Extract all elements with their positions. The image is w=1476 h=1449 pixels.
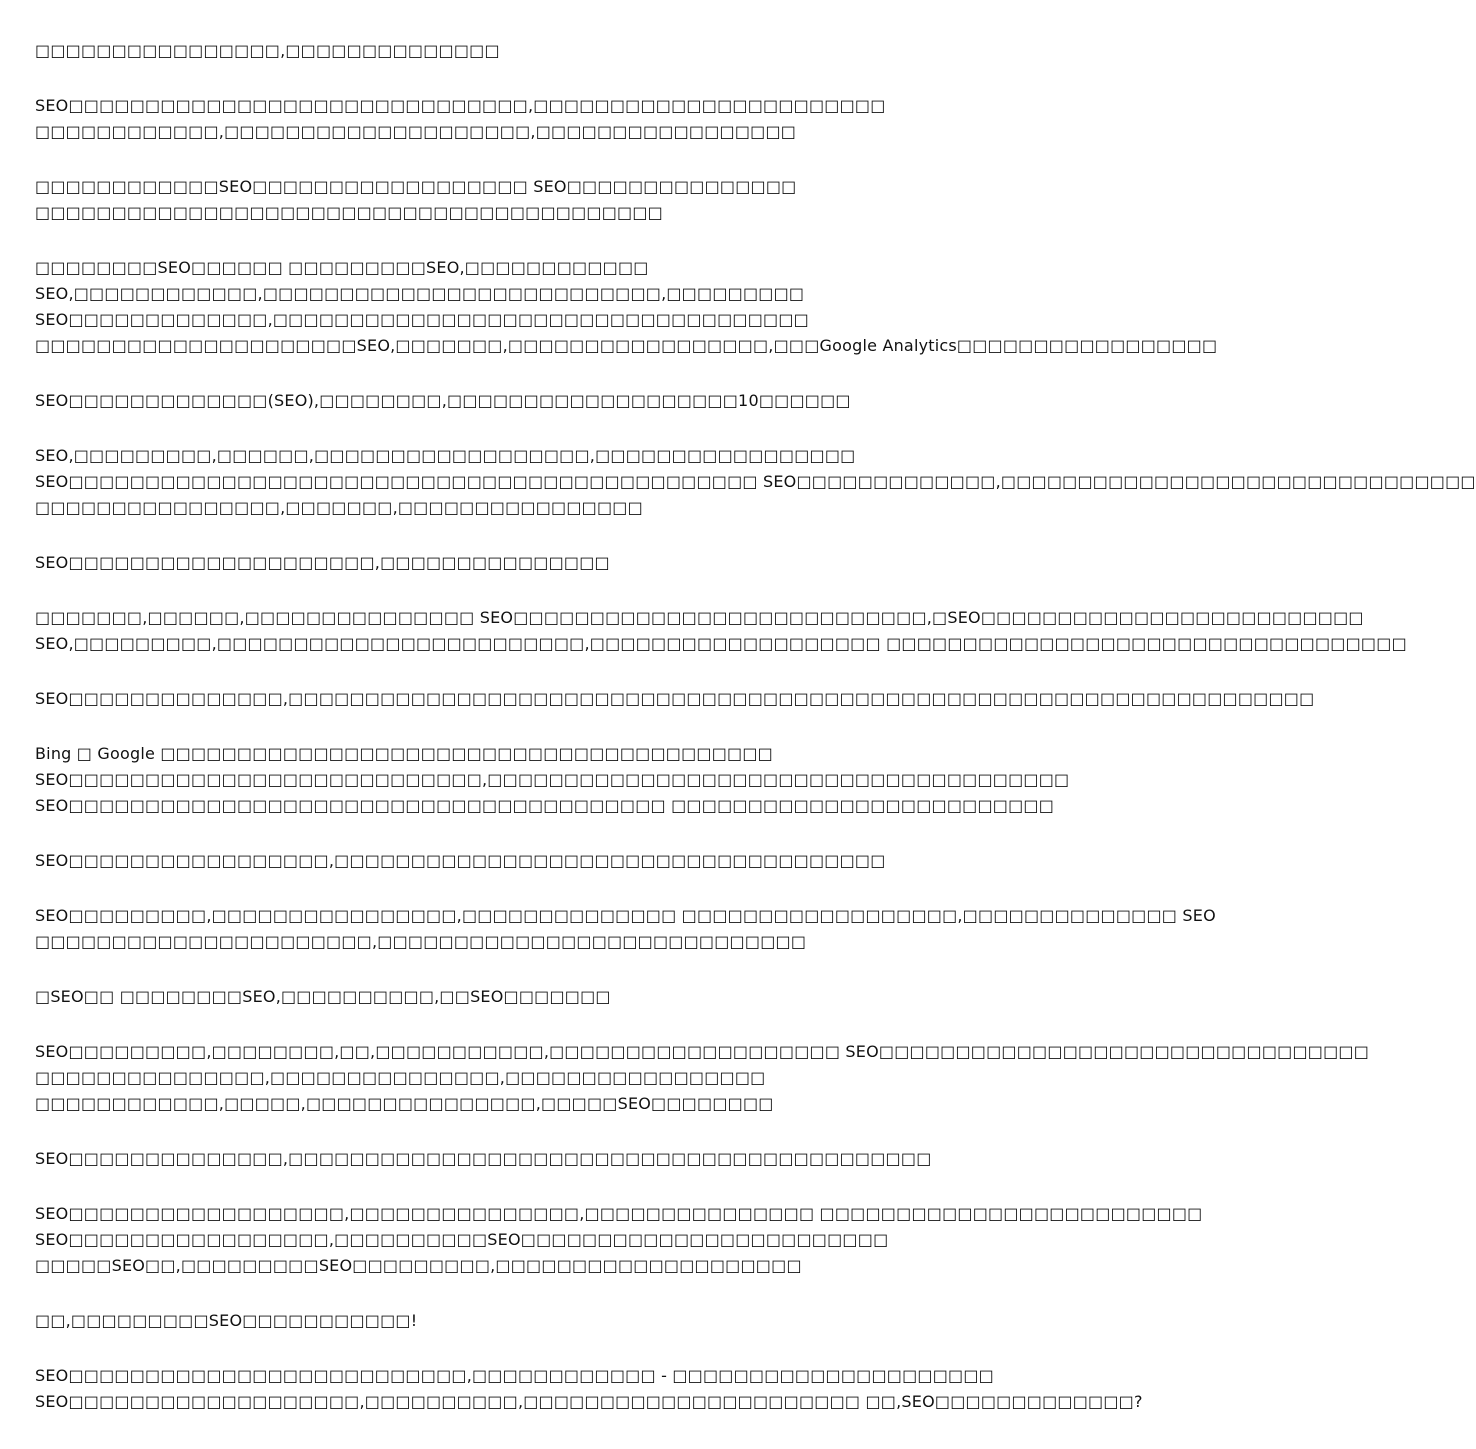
text-line: □□□□□□□□□□□□□□□□□□□□□□,□□□□□□□□□□□□□□□□□□□□□□□□□□□□ (35, 932, 807, 951)
text-line: SEO□□□□□□□□□□□□□□□□□□□□□□□□□□□,□□□□□□□□□□□□□□□□□□□□□□□□□□□□□□□□□□□□□□ (35, 770, 1070, 789)
text-line: SEO□□□□□□□□□□□□□□□□□□□□□□□□□□□□□□□□□□□□□□□□□□□□□ SEO□□□□□□□□□□□□□,□□□□□□□□□□□□□□□□□□□□□□□□□□□□□□□ (35, 472, 1476, 491)
paragraph (35, 605, 1407, 657)
text-line: □□□□□□□□□□□□□□□□□□□□□□□□□□□□□□□□□□□□□□□□□ (35, 203, 664, 222)
text-line: Bing □ Google □□□□□□□□□□□□□□□□□□□□□□□□□□□□□□□□□□□□□□□□ (35, 744, 774, 763)
text-line: SEO□□□□□□□□□□□□□(SEO),□□□□□□□□,□□□□□□□□□□□□□□□□□□□10□□□□□□ (35, 391, 851, 410)
text-line: □□□□□SEO□□,□□□□□□□□□SEO□□□□□□□□□,□□□□□□□□□□□□□□□□□□□□ (35, 1256, 802, 1275)
text-line: SEO□□□□□□□□□□□□□□□□□□□□□□□□□□,□□□□□□□□□□□□ - □□□□□□□□□□□□□□□□□□□□□ (35, 1366, 995, 1385)
paragraph (35, 38, 995, 64)
text-line: SEO,□□□□□□□□□,□□□□□□,□□□□□□□□□□□□□□□□□□,□□□□□□□□□□□□□□□□□ (35, 446, 856, 465)
paragraph (35, 1308, 995, 1334)
paragraph (35, 1201, 1203, 1279)
paragraph (35, 686, 1315, 712)
paragraph (35, 443, 1476, 521)
paragraph (35, 1039, 1370, 1117)
paragraph (35, 741, 1070, 819)
text-line: □□□□□□□□□□□□□□□□,□□□□□□□,□□□□□□□□□□□□□□□□ (35, 498, 643, 517)
text-line: SEO□□□□□□□□□□□□□□□□□,□□□□□□□□□□□□□□□□□□□□□□□□□□□□□□□□□□□□ (35, 851, 886, 870)
text-line: □SEO□□ □□□□□□□□SEO,□□□□□□□□□□,□□SEO□□□□□□□ (35, 987, 611, 1006)
text-line: SEO□□□□□□□□□□□□□□□□□□□□,□□□□□□□□□□□□□□□ (35, 553, 610, 572)
paragraph (35, 848, 995, 874)
text-line: SEO□□□□□□□□□□□□□□□□□□□,□□□□□□□□□□,□□□□□□□□□□□□□□□□□□□□□□ □□,SEO□□□□□□□□□□□□□? (35, 1392, 1143, 1411)
text-line: SEO□□□□□□□□□□□□□,□□□□□□□□□□□□□□□□□□□□□□□□□□□□□□□□□□□ (35, 310, 809, 329)
text-line: □□□□□□□□□□□□,□□□□□,□□□□□□□□□□□□□□□,□□□□□SEO□□□□□□□□ (35, 1094, 774, 1113)
text-line: SEO□□□□□□□□□□□□□□□□□,□□□□□□□□□□SEO□□□□□□□□□□□□□□□□□□□□□□□□ (35, 1230, 889, 1249)
text-line: □□□□□□□□□□□□□□□□,□□□□□□□□□□□□□□ (35, 41, 500, 60)
paragraph (35, 1363, 1143, 1415)
paragraph (35, 93, 995, 145)
paragraph (35, 984, 995, 1010)
text-line: SEO□□□□□□□□□□□□□□,□□□□□□□□□□□□□□□□□□□□□□□□□□□□□□□□□□□□□□□□□□□□□□□□□□□□□□□□□□□□□□□□□□□ (35, 689, 1315, 708)
paragraph (35, 903, 1216, 955)
text-line: SEO□□□□□□□□□,□□□□□□□□□□□□□□□□,□□□□□□□□□□□□□□ □□□□□□□□□□□□□□□□□□,□□□□□□□□□□□□□□ SEO (35, 906, 1216, 925)
text-line: SEO,□□□□□□□□□□□□,□□□□□□□□□□□□□□□□□□□□□□□□□□,□□□□□□□□□ (35, 284, 805, 303)
text-line: SEO□□□□□□□□□□□□□□□□□□,□□□□□□□□□□□□□□□,□□□□□□□□□□□□□□□ □□□□□□□□□□□□□□□□□□□□□□□□□ (35, 1204, 1203, 1223)
paragraph (35, 174, 995, 226)
text-line: □□□□□□□□SEO□□□□□□ □□□□□□□□□SEO,□□□□□□□□□□□□ (35, 258, 649, 277)
text-line: □□□□□□□□□□□□,□□□□□□□□□□□□□□□□□□□□,□□□□□□□□□□□□□□□□□ (35, 122, 797, 141)
text-line: □□□□□□□□□□□□□□□□□□□□□SEO,□□□□□□□,□□□□□□□□□□□□□□□□□,□□□Google Analytics□□□□□□□□□□□□□□□□□ (35, 336, 1218, 355)
text-line: SEO,□□□□□□□□□,□□□□□□□□□□□□□□□□□□□□□□□□,□□□□□□□□□□□□□□□□□□□ □□□□□□□□□□□□□□□□□□□□□□□□□□□□□□□□□□ (35, 634, 1407, 653)
text-line: □□□□□□□□□□□□SEO□□□□□□□□□□□□□□□□□□ SEO□□□□□□□□□□□□□□□ (35, 177, 797, 196)
paragraph (35, 388, 995, 414)
text-line: SEO□□□□□□□□□□□□□□,□□□□□□□□□□□□□□□□□□□□□□□□□□□□□□□□□□□□□□□□□□ (35, 1149, 932, 1168)
text-line: SEO□□□□□□□□□□□□□□□□□□□□□□□□□□□□□□,□□□□□□□□□□□□□□□□□□□□□□□ (35, 96, 886, 115)
document-body (35, 38, 1476, 1444)
text-line: SEO□□□□□□□□□□□□□□□□□□□□□□□□□□□□□□□□□□□□□□□ □□□□□□□□□□□□□□□□□□□□□□□□□ (35, 796, 1055, 815)
text-line: □□,□□□□□□□□□SEO□□□□□□□□□□□! (35, 1311, 418, 1330)
paragraph (35, 255, 1218, 359)
text-line: □□□□□□□,□□□□□□,□□□□□□□□□□□□□□□ SEO□□□□□□□□□□□□□□□□□□□□□□□□□□□,□SEO□□□□□□□□□□□□□□□□□□□□□□□□□ (35, 608, 1364, 627)
text-line: SEO□□□□□□□□□,□□□□□□□□,□□,□□□□□□□□□□□,□□□□□□□□□□□□□□□□□□□ SEO□□□□□□□□□□□□□□□□□□□□□□□□□□□□□□□□ (35, 1042, 1370, 1061)
paragraph (35, 550, 995, 576)
paragraph (35, 1146, 995, 1172)
text-line: □□□□□□□□□□□□□□□,□□□□□□□□□□□□□□□,□□□□□□□□□□□□□□□□□ (35, 1068, 766, 1087)
